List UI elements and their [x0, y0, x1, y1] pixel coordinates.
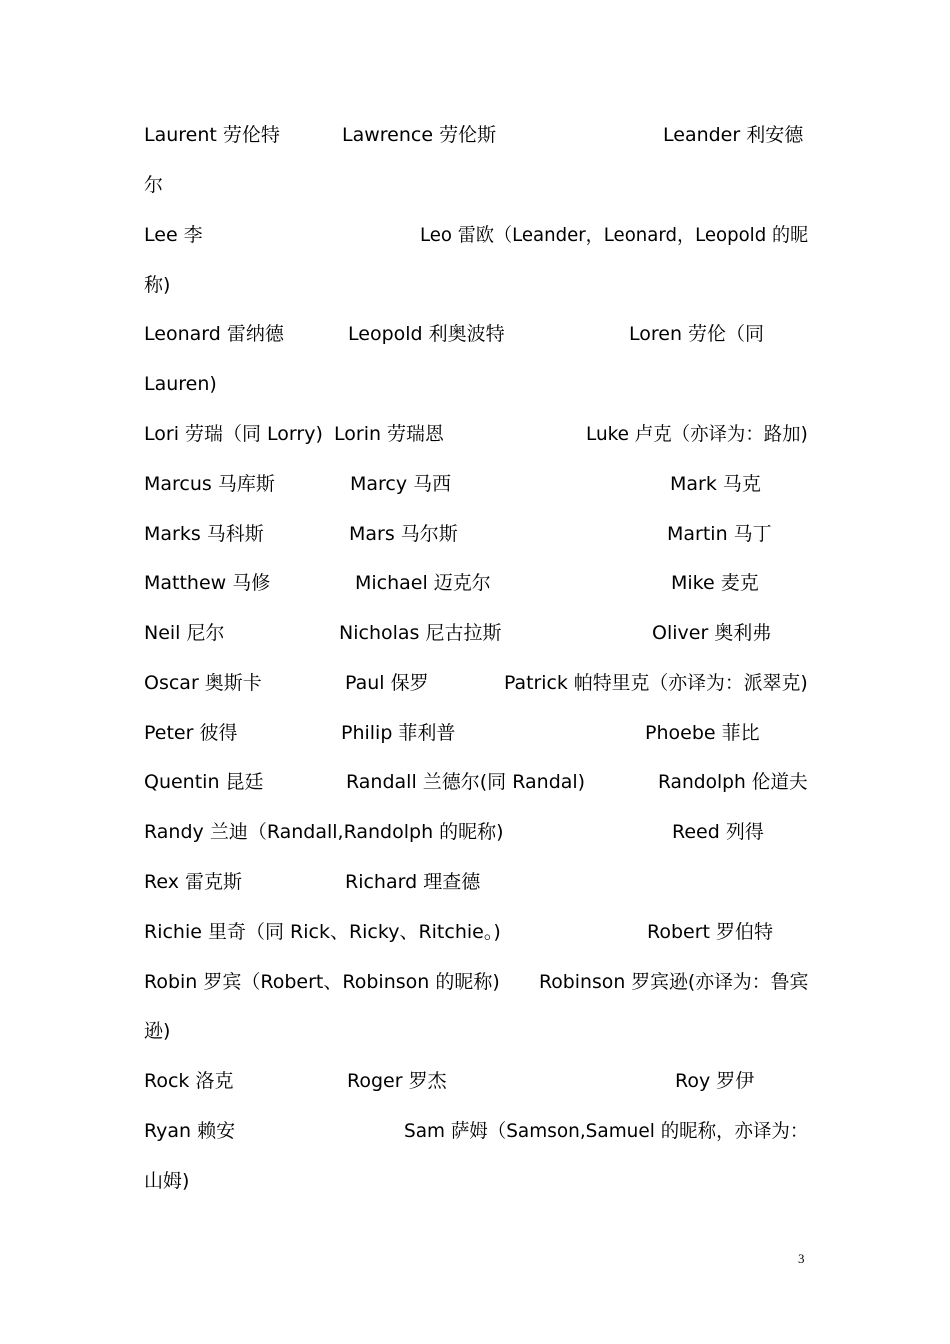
name-entry: Marcy 马西: [350, 473, 452, 495]
name-entry: Patrick 帕特里克（亦译为：派翠克): [504, 672, 808, 694]
name-entry: Robinson 罗宾逊(亦译为：鲁宾: [539, 971, 809, 993]
name-entry: Mike 麦克: [671, 572, 759, 594]
name-entry: Michael 迈克尔: [355, 572, 491, 594]
name-entry: Robin 罗宾（Robert、Robinson 的昵称): [144, 971, 500, 993]
name-entry-continuation: 山姆): [144, 1170, 190, 1192]
name-entry: Neil 尼尔: [144, 622, 225, 644]
name-entry: Randolph 伦道夫: [658, 771, 808, 793]
name-entry: Luke 卢克（亦译为：路加): [586, 423, 808, 445]
name-entry: Richie 里奇（同 Rick、Ricky、Ritchie。): [144, 921, 501, 943]
name-entry: Randall 兰德尔(同 Randal): [346, 771, 586, 793]
name-entry-continuation: Lauren): [144, 373, 217, 395]
name-entry: Sam 萨姆（Samson,Samuel 的昵称，亦译为：: [404, 1120, 809, 1142]
name-entry: Rock 洛克: [144, 1070, 234, 1092]
name-entry: Oscar 奥斯卡: [144, 672, 262, 694]
name-entry: Richard 理查德: [345, 871, 481, 893]
name-entry: Lawrence 劳伦斯: [342, 124, 497, 146]
name-entry-continuation: 称): [144, 274, 171, 296]
name-entry: Mars 马尔斯: [349, 523, 458, 545]
name-entry: Leo 雷欧（Leander，Leonard，Leopold 的昵: [420, 224, 809, 246]
name-entry: Philip 菲利普: [341, 722, 456, 744]
name-entry: Laurent 劳伦特: [144, 124, 280, 146]
name-entry: Lori 劳瑞（同 Lorry): [144, 423, 323, 445]
name-entry: Leonard 雷纳德: [144, 323, 284, 345]
name-entry: Lorin 劳瑞恩: [334, 423, 445, 445]
name-entry-continuation: 逊): [144, 1020, 171, 1042]
name-entry: Oliver 奥利弗: [652, 622, 772, 644]
name-entry: Marks 马科斯: [144, 523, 264, 545]
name-entry: Roger 罗杰: [347, 1070, 447, 1092]
name-entry: Ryan 赖安: [144, 1120, 236, 1142]
name-entry: Matthew 马修: [144, 572, 271, 594]
name-entry: Robert 罗伯特: [647, 921, 774, 943]
name-entry: Leander 利安德: [663, 124, 804, 146]
name-entry-continuation: 尔: [144, 174, 164, 196]
name-entry: Lee 李: [144, 224, 203, 246]
name-entry: Peter 彼得: [144, 722, 238, 744]
name-entry: Mark 马克: [670, 473, 761, 495]
name-entry: Paul 保罗: [345, 672, 429, 694]
name-entry: Rex 雷克斯: [144, 871, 242, 893]
name-entry: Roy 罗伊: [675, 1070, 755, 1092]
name-entry: Randy 兰迪（Randall,Randolph 的昵称): [144, 821, 504, 843]
name-entry: Leopold 利奥波特: [348, 323, 505, 345]
name-entry: Reed 列得: [672, 821, 764, 843]
name-entry: Marcus 马库斯: [144, 473, 275, 495]
name-entry: Quentin 昆廷: [144, 771, 264, 793]
name-entry: Loren 劳伦（同: [629, 323, 765, 345]
name-entry: Martin 马丁: [667, 523, 772, 545]
name-entry: Phoebe 菲比: [645, 722, 760, 744]
name-entry: Nicholas 尼古拉斯: [339, 622, 502, 644]
page-number: 3: [798, 1251, 805, 1266]
